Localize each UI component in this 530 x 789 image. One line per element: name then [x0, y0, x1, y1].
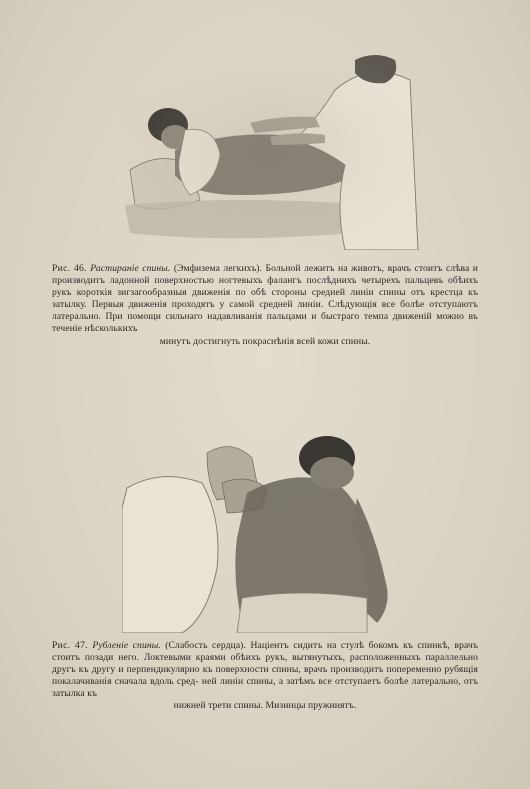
figure-46-illustration	[120, 55, 420, 250]
caption-line: (Эмфизема легкихъ). Больной лежитъ на животъ, врачъ	[173, 263, 412, 274]
figure-title: Рубленiе спины.	[92, 640, 161, 651]
figure-number: Рис. 46.	[52, 263, 87, 274]
caption-line: средней линiи спины отъ крестца къ затылку. Первыя движенiя проходятъ у самой	[52, 287, 479, 311]
figure-46-caption	[52, 263, 478, 348]
caption-line: (Слабость сердца). Нацiентъ сидитъ на стулѣ бокомъ къ	[165, 640, 413, 651]
caption-line: нижней трети спины. Мизинцы пружинятъ.	[173, 700, 357, 712]
caption-line: спинкѣ, врачъ стоитъ позади него. Локтевыми краями обѣихъ рукъ, вытянутыхъ,	[52, 640, 478, 664]
caption-line: стоитъ слѣва и производитъ ладонной поверхностью ногтевыхъ фалангъ послѣднихъ	[52, 263, 479, 287]
caption-line: минутъ достигнуть покраснѣнiя всей кожи спины.	[159, 335, 371, 347]
back-rubbing-illustration	[120, 55, 420, 250]
caption-line: расположенныхъ параллельно другъ къ другу и перпендикулярно къ поверхности	[52, 652, 479, 676]
figure-47-illustration	[122, 428, 397, 633]
caption-line: спины, врачъ производитъ попеременно рубящiя покалачиванiя сначала вдоль сред-	[52, 664, 478, 688]
figure-47-caption	[52, 640, 478, 713]
figure-title: Растиранiе спины.	[90, 263, 171, 274]
caption-line: надавливанiя пальцами и быстраго темпа движенiй можно въ теченiе нѣсколькихъ	[52, 311, 478, 335]
back-chopping-illustration	[122, 428, 397, 633]
figure-number: Рис. 47.	[52, 640, 88, 651]
caption-line: средней линiи. Слѣдующiя все болѣе отступаютъ латерально. При помощи сильнаго	[52, 299, 478, 323]
caption-line: четырехъ пальцевъ обѣихъ рукъ короткiя зигзагообразныя движенiя по обѣ стороны	[52, 275, 479, 299]
caption-line: ней линiи спины, а затѣмъ все отступаетъ болѣе латерально, отъ затылка къ	[52, 676, 479, 700]
